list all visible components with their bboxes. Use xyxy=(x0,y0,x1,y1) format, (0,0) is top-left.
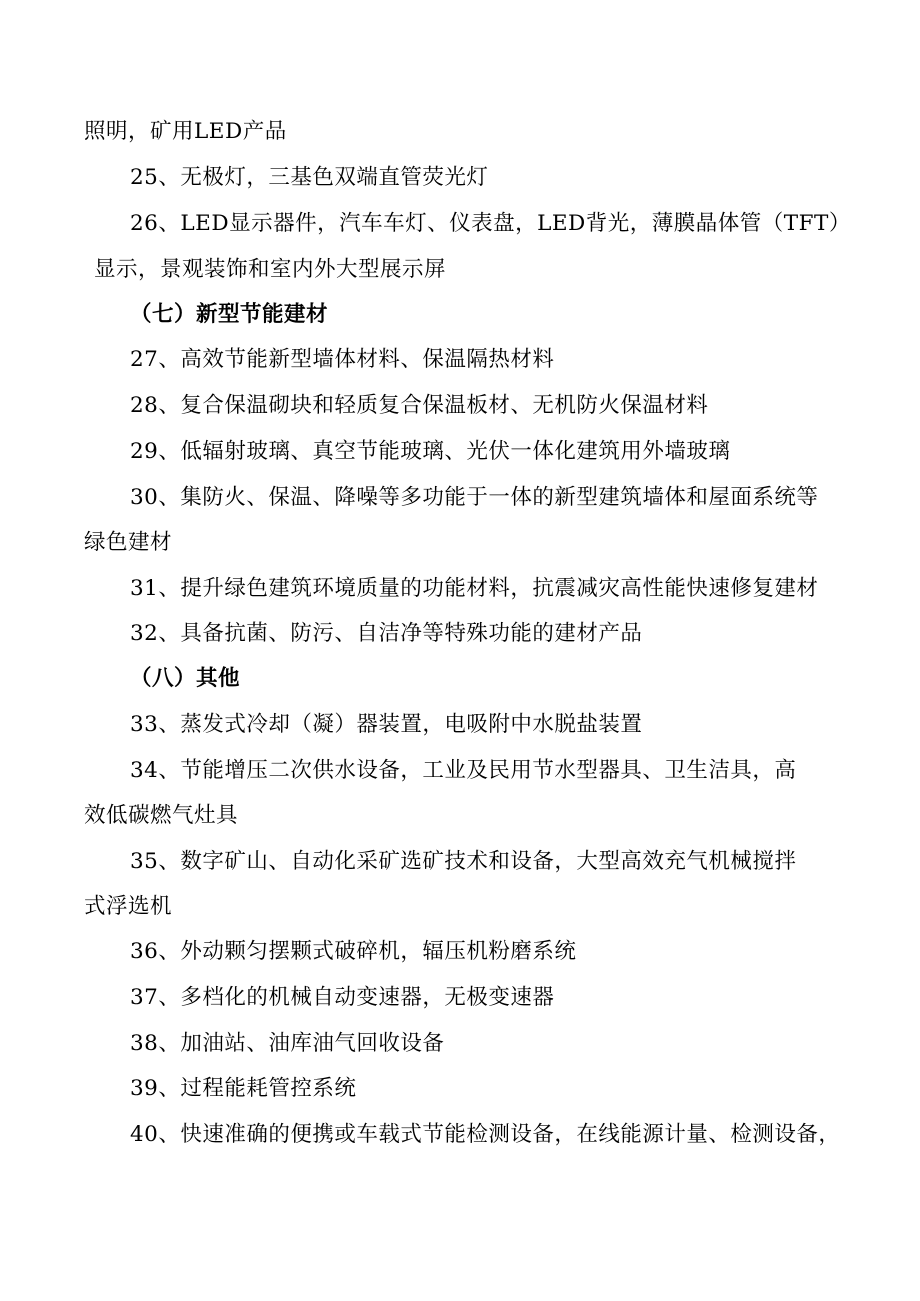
list-item-38: 38、加油站、油库油气回收设备 xyxy=(130,1031,445,1056)
list-item-30-continuation: 绿色建材 xyxy=(84,530,173,555)
list-item-34-continuation: 效低碳燃气灶具 xyxy=(84,803,239,828)
list-item-36: 36、外动颗匀摆颗式破碎机，辐压机粉磨系统 xyxy=(130,939,577,964)
list-item-35: 35、数字矿山、自动化采矿选矿技术和设备，大型高效充气机械搅拌 xyxy=(130,849,797,874)
list-item-35-continuation: 式浮选机 xyxy=(84,894,173,919)
section-heading-7: （七）新型节能建材 xyxy=(130,302,329,327)
list-item-32: 32、具备抗菌、防污、自洁净等特殊功能的建材产品 xyxy=(130,621,643,646)
list-item-26-continuation: 显示，景观装饰和室内外大型展示屏 xyxy=(94,257,447,282)
list-item-27: 27、高效节能新型墙体材料、保温隔热材料 xyxy=(130,347,555,372)
list-item-25: 25、无极灯，三基色双端直管荧光灯 xyxy=(130,165,489,190)
section-heading-8: （八）其他 xyxy=(130,666,241,691)
list-item-30: 30、集防火、保温、降噪等多功能于一体的新型建筑墙体和屋面系统等 xyxy=(130,485,819,510)
list-item-29: 29、低辐射玻璃、真空节能玻璃、光伏一体化建筑用外墙玻璃 xyxy=(130,439,731,464)
list-item-31: 31、提升绿色建筑环境质量的功能材料，抗震减灾高性能快速修复建材 xyxy=(130,576,819,601)
list-item-37: 37、多档化的机械自动变速器，无极变速器 xyxy=(130,985,555,1010)
text-line-continuation: 照明，矿用LED产品 xyxy=(84,119,287,144)
list-item-33: 33、蒸发式冷却（凝）器装置，电吸附中水脱盐装置 xyxy=(130,712,643,737)
list-item-28: 28、复合保温砌块和轻质复合保温板材、无机防火保温材料 xyxy=(130,393,709,418)
list-item-39: 39、过程能耗管控系统 xyxy=(130,1076,357,1101)
list-item-34: 34、节能增压二次供水设备，工业及民用节水型器具、卫生洁具，高 xyxy=(130,758,797,783)
list-item-40: 40、快速准确的便携或车载式节能检测设备，在线能源计量、检测设备， xyxy=(130,1122,841,1147)
list-item-26: 26、LED显示器件，汽车车灯、仪表盘，LED背光，薄膜晶体管（TFT） xyxy=(130,211,851,236)
